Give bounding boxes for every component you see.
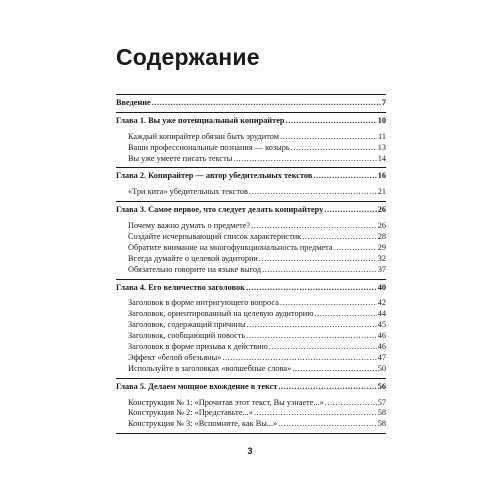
toc-entry-title: Заголовок, сообщающий новость bbox=[128, 331, 246, 341]
toc-leader-dots bbox=[278, 419, 377, 430]
toc-chapter-page: 10 bbox=[377, 115, 386, 125]
toc-leader-dots bbox=[314, 309, 376, 320]
toc-chapter-heading bbox=[116, 379, 386, 396]
toc-leader-dots bbox=[286, 116, 377, 127]
toc-chapter-title: Глава 1. Вы уже потенциальный копирайтер bbox=[116, 115, 285, 125]
toc-entry-title: Заголовок, ориентированный на целевую аудиторию bbox=[128, 309, 314, 319]
toc-chapter-heading bbox=[116, 95, 386, 112]
toc-entry bbox=[116, 309, 386, 320]
toc-leader-dots bbox=[280, 298, 377, 309]
toc-entry bbox=[116, 298, 386, 309]
toc-chapter bbox=[116, 167, 386, 198]
toc-leader-dots bbox=[262, 265, 377, 276]
toc-entry-title: Обратите внимание на многофункциональность предмета bbox=[128, 242, 333, 252]
toc-entry bbox=[116, 221, 386, 232]
toc-entry-title: Эффект «белой обезьяны» bbox=[128, 352, 222, 362]
toc-entry bbox=[116, 364, 386, 375]
toc-entry-page: 11 bbox=[378, 131, 386, 141]
toc-leader-dots bbox=[325, 398, 377, 409]
toc-chapter-page: 26 bbox=[377, 205, 386, 215]
toc-leader-dots bbox=[324, 205, 376, 216]
toc-entry-page: 45 bbox=[377, 320, 386, 330]
toc-entry bbox=[116, 232, 386, 243]
toc-entry-page: 58 bbox=[377, 419, 386, 429]
toc-chapter-page: 40 bbox=[377, 282, 386, 292]
toc-entry-page: 46 bbox=[377, 331, 386, 341]
toc-entry-title: Заголовок в форме интригующего вопроса bbox=[128, 298, 279, 308]
toc-entry-page: 28 bbox=[377, 232, 386, 242]
toc-leader-dots bbox=[302, 232, 377, 243]
toc-entry-title: Заголовок в форме призыва к действию bbox=[128, 342, 268, 352]
toc-chapter-title: Глава 2. Копирайтер — автор убедительных текстов bbox=[116, 171, 313, 181]
toc-entry-title: Конструкция № 2: «Представьте...» bbox=[128, 408, 253, 418]
toc-entry bbox=[116, 187, 386, 198]
toc-leader-dots bbox=[246, 331, 376, 342]
toc-leader-dots bbox=[280, 132, 377, 143]
toc-chapter-page: 56 bbox=[377, 381, 386, 391]
toc-leader-dots bbox=[233, 154, 376, 165]
toc-entry-title: Вы уже умеете писать тексты bbox=[128, 153, 233, 163]
toc-entry-title: «Три кита» убедительных текстов bbox=[128, 187, 248, 197]
toc-chapter bbox=[116, 94, 386, 112]
toc-leader-dots bbox=[249, 187, 377, 198]
toc-entry-page: 37 bbox=[377, 264, 386, 274]
toc-entry bbox=[116, 331, 386, 342]
toc-entry-page: 21 bbox=[377, 187, 386, 197]
toc-entry-page: 13 bbox=[377, 142, 386, 152]
toc-leader-dots bbox=[254, 408, 377, 419]
toc-entry bbox=[116, 265, 386, 276]
toc-chapter-title: Глава 4. Его величество заголовок bbox=[116, 282, 245, 292]
toc-entry-page: 50 bbox=[377, 363, 386, 373]
toc-entry-title: Конструкция № 3: «Вспомните, как Вы...» bbox=[128, 419, 278, 429]
toc-entry-title: Заголовок, содержащий причины bbox=[128, 320, 246, 330]
toc-leader-dots bbox=[269, 342, 377, 353]
toc-entry bbox=[116, 419, 386, 430]
toc-chapter-page: 16 bbox=[377, 171, 386, 181]
toc-leader-dots bbox=[246, 283, 377, 294]
toc-entry bbox=[116, 243, 386, 254]
toc-entry-title: Конструкция № 1: «Прочитав этот текст, Вы узнаете...» bbox=[128, 397, 324, 407]
toc-chapter-heading bbox=[116, 168, 386, 185]
toc-leader-dots bbox=[334, 243, 377, 254]
toc-entry-page: 29 bbox=[377, 242, 386, 252]
toc-chapter bbox=[116, 112, 386, 165]
toc-entry bbox=[116, 254, 386, 265]
toc-entry bbox=[116, 408, 386, 419]
toc-chapter-heading bbox=[116, 202, 386, 219]
toc-chapter-heading bbox=[116, 280, 386, 297]
toc-chapter-heading bbox=[116, 113, 386, 130]
toc-chapter-title: Глава 3. Самое первое, что следует делать копирайтеру bbox=[116, 205, 324, 215]
toc-leader-dots bbox=[278, 382, 376, 393]
toc-entry-page: 57 bbox=[377, 397, 386, 407]
toc-entry-page: 26 bbox=[377, 221, 386, 231]
toc-leader-dots bbox=[259, 254, 377, 265]
toc-entry-title: Всегда думайте о целевой аудитории bbox=[128, 253, 258, 263]
toc-entry bbox=[116, 154, 386, 165]
toc-chapter bbox=[116, 279, 386, 375]
page-title: Содержание bbox=[116, 44, 260, 70]
toc-entry bbox=[116, 132, 386, 143]
toc-entry-title: Ваши профессиональные познания — козырь bbox=[128, 142, 290, 152]
toc-entry-page: 14 bbox=[377, 153, 386, 163]
toc-leader-dots bbox=[222, 353, 376, 364]
toc-entry-title: Почему важно думать о предмете? bbox=[128, 221, 251, 231]
toc-entry bbox=[116, 320, 386, 331]
toc-entry bbox=[116, 342, 386, 353]
toc-chapter-page: 7 bbox=[381, 98, 386, 107]
toc-leader-dots bbox=[247, 320, 377, 331]
toc-entry-title: Создайте исчерпывающий список характеристик bbox=[128, 232, 302, 242]
toc-entry-page: 47 bbox=[377, 352, 386, 362]
toc-chapter bbox=[116, 378, 386, 435]
toc-leader-dots bbox=[152, 98, 381, 109]
toc-chapter bbox=[116, 201, 386, 275]
toc-leader-dots bbox=[313, 171, 376, 182]
toc-entry bbox=[116, 398, 386, 409]
toc-chapter-title: Введение bbox=[116, 98, 151, 107]
toc-entry-title: Используйте в заголовках «волшебные слова» bbox=[128, 363, 292, 373]
page-number: 3 bbox=[247, 446, 253, 456]
toc-entry-page: 32 bbox=[377, 253, 386, 263]
toc-entry-page: 44 bbox=[377, 309, 386, 319]
toc-entry-title: Каждый копирайтер обязан быть эрудитом bbox=[128, 131, 279, 141]
table-of-contents bbox=[116, 94, 386, 434]
toc-entry bbox=[116, 353, 386, 364]
toc-entry-page: 58 bbox=[377, 408, 386, 418]
toc-leader-dots bbox=[292, 364, 376, 375]
toc-leader-dots bbox=[291, 143, 377, 154]
toc-chapter-title: Глава 5. Делаем мощное вхождение в текст bbox=[116, 381, 278, 391]
toc-leader-dots bbox=[251, 221, 377, 232]
toc-entry-page: 46 bbox=[377, 342, 386, 352]
toc-entry bbox=[116, 143, 386, 154]
toc-entry-title: Обязательно говорите на языке выгод bbox=[128, 264, 262, 274]
toc-entry-page: 42 bbox=[377, 298, 386, 308]
